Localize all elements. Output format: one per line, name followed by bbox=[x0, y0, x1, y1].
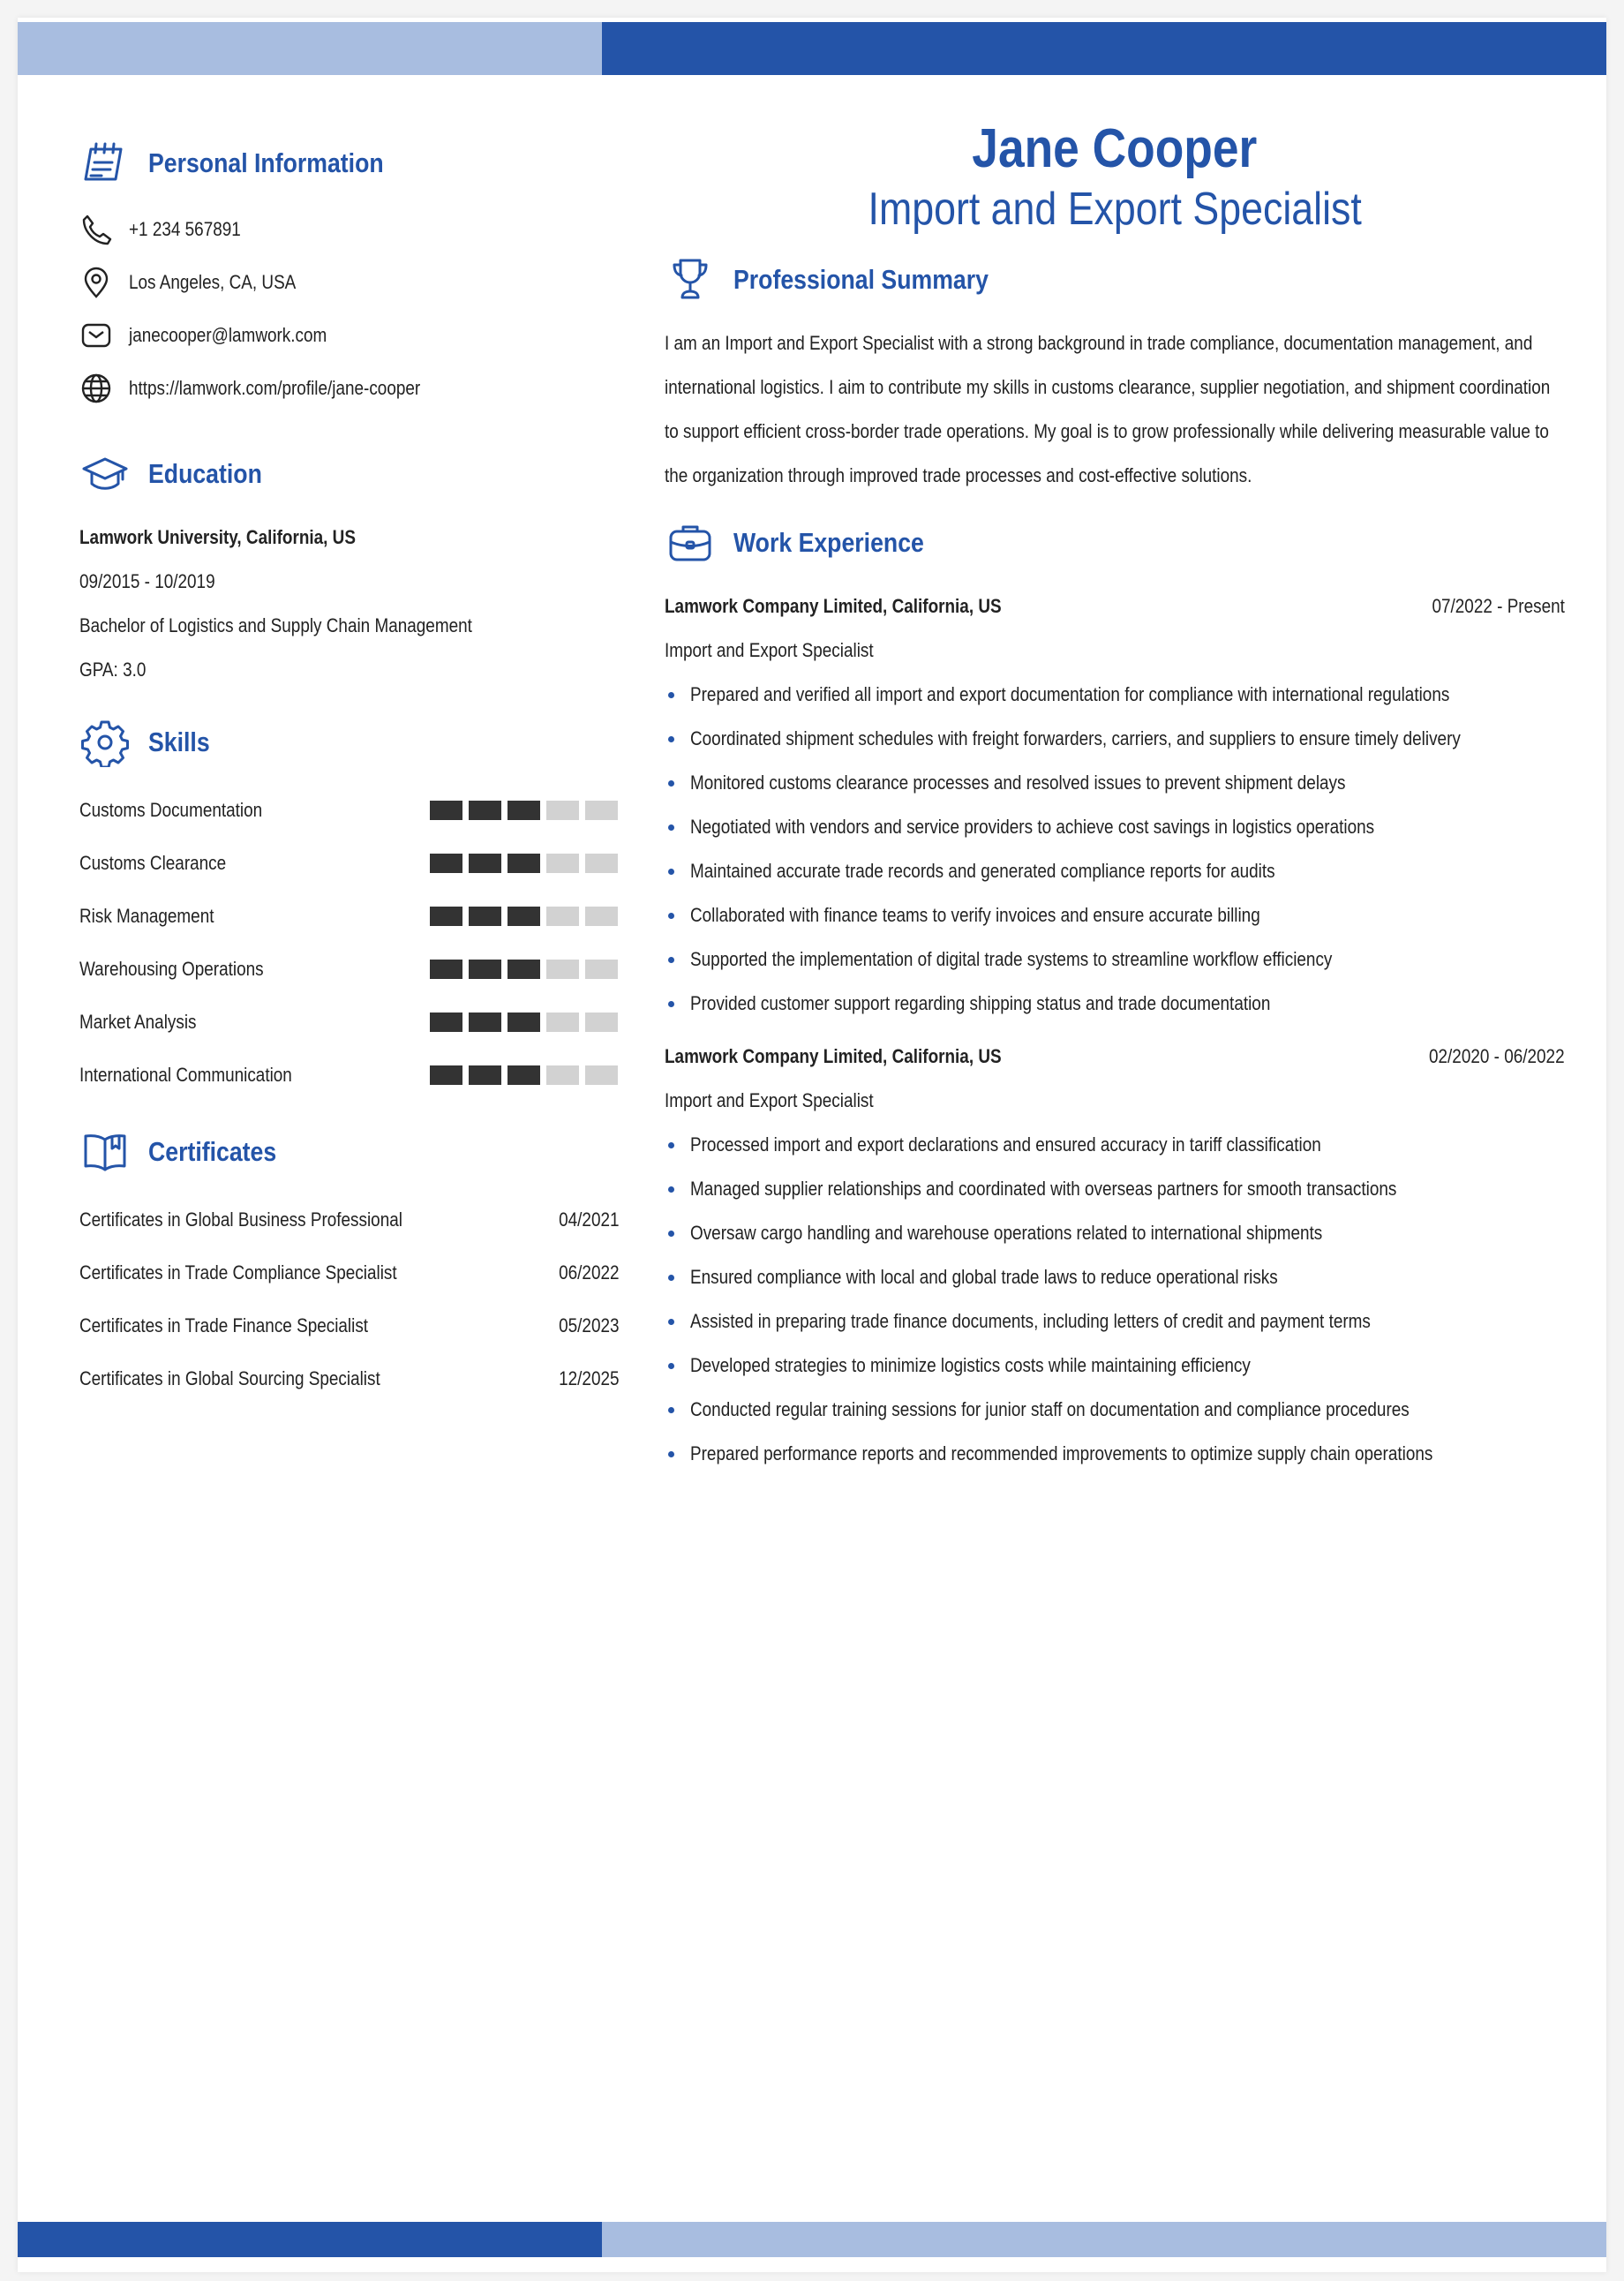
list-item: Conducted regular training sessions for junior staff on documentation and compliance procedures bbox=[665, 1388, 1565, 1432]
gear-icon bbox=[79, 717, 131, 768]
education-school: Lamwork University, California, US bbox=[79, 526, 356, 548]
job-dates: 02/2020 - 06/2022 bbox=[1429, 1045, 1565, 1067]
job-dates: 07/2022 - Present bbox=[1432, 595, 1565, 617]
skill-level-segment bbox=[508, 907, 540, 926]
skill-level-segment bbox=[546, 801, 579, 820]
left-column bbox=[79, 132, 620, 1405]
skill-level-segment bbox=[508, 960, 540, 979]
contact-phone bbox=[79, 203, 620, 256]
skill-level-bars bbox=[430, 1013, 618, 1032]
location-pin-icon bbox=[79, 266, 113, 299]
skill-level-segment bbox=[430, 960, 462, 979]
experience-heading bbox=[665, 512, 1565, 574]
list-item: Oversaw cargo handling and warehouse operations related to international shipments bbox=[665, 1211, 1565, 1255]
email-text: janecooper@lamwork.com bbox=[129, 324, 327, 346]
list-item: Collaborated with finance teams to verify invoices and ensure accurate billing bbox=[665, 893, 1565, 937]
skill-row bbox=[79, 837, 620, 890]
education-heading bbox=[79, 443, 620, 505]
certificate-date: 04/2021 bbox=[559, 1208, 620, 1231]
skill-level-segment bbox=[546, 854, 579, 873]
certificate-date: 12/2025 bbox=[559, 1367, 620, 1389]
skill-name: Customs Clearance bbox=[79, 852, 227, 874]
skills-list bbox=[79, 784, 620, 1102]
skill-name: Market Analysis bbox=[79, 1011, 197, 1033]
skill-level-segment bbox=[430, 1013, 462, 1032]
list-item: Supported the implementation of digital trade systems to streamline workflow efficiency bbox=[665, 937, 1565, 982]
top-band-light bbox=[18, 22, 602, 75]
skill-name: International Communication bbox=[79, 1064, 292, 1086]
education-gpa: GPA: 3.0 bbox=[79, 659, 147, 681]
list-item: Prepared performance reports and recommended improvements to optimize supply chain operations bbox=[665, 1432, 1565, 1476]
skill-level-bars bbox=[430, 801, 618, 820]
list-item: Negotiated with vendors and service providers to achieve cost savings in logistics operations bbox=[665, 805, 1565, 849]
list-item: Monitored customs clearance processes and resolved issues to prevent shipment delays bbox=[665, 761, 1565, 805]
personal-info-heading bbox=[79, 132, 620, 194]
job-header bbox=[665, 1035, 1565, 1079]
graduation-cap-icon bbox=[79, 448, 131, 500]
skill-level-segment bbox=[546, 1065, 579, 1085]
skill-level-segment bbox=[508, 1065, 540, 1085]
list-item: Prepared and verified all import and export documentation for compliance with international regulations bbox=[665, 673, 1565, 717]
contact-email bbox=[79, 309, 620, 362]
certificate-name: Certificates in Trade Compliance Specialist bbox=[79, 1261, 397, 1284]
location-text: Los Angeles, CA, USA bbox=[129, 271, 297, 293]
section-title: Professional Summary bbox=[733, 264, 989, 295]
skill-level-segment bbox=[585, 854, 618, 873]
skill-name: Customs Documentation bbox=[79, 799, 263, 821]
education-degree: Bachelor of Logistics and Supply Chain Management bbox=[79, 614, 472, 636]
skills-heading bbox=[79, 711, 620, 773]
summary-heading bbox=[665, 249, 1565, 311]
trophy-icon bbox=[665, 254, 716, 305]
skill-row bbox=[79, 1049, 620, 1102]
contact-website bbox=[79, 362, 620, 415]
list-item: Provided customer support regarding shipping status and trade documentation bbox=[665, 982, 1565, 1026]
skill-row bbox=[79, 890, 620, 943]
summary-text: I am an Import and Export Specialist with a strong background in trade compliance, documentation management, and international logistics. I aim to contribute my skills in customs clearance, supplier negotiation, and shipment coordination to support efficient cross-border trade operations. My goal is to grow professionally while delivering measurable value to the organization through improved trade processes and cost-effective solutions. bbox=[665, 332, 1551, 486]
skill-level-segment bbox=[585, 1013, 618, 1032]
skill-level-segment bbox=[469, 1013, 501, 1032]
job-header bbox=[665, 584, 1565, 629]
bottom-band-light bbox=[602, 2222, 1606, 2257]
skill-level-bars bbox=[430, 854, 618, 873]
certificate-row bbox=[79, 1246, 620, 1299]
skill-level-segment bbox=[469, 801, 501, 820]
top-band-dark bbox=[602, 22, 1606, 75]
full-name: Jane Cooper bbox=[972, 118, 1258, 179]
briefcase-icon bbox=[665, 517, 716, 568]
certificate-name: Certificates in Global Business Professional bbox=[79, 1208, 402, 1231]
resume-page bbox=[18, 18, 1606, 2272]
skill-level-segment bbox=[469, 854, 501, 873]
certificate-date: 05/2023 bbox=[559, 1314, 620, 1336]
certificates-heading bbox=[79, 1121, 620, 1183]
skill-level-segment bbox=[546, 1013, 579, 1032]
section-title: Work Experience bbox=[733, 527, 924, 558]
job-entry bbox=[665, 1035, 1565, 1476]
right-column bbox=[665, 117, 1565, 1476]
skill-level-segment bbox=[508, 1013, 540, 1032]
skill-level-segment bbox=[469, 960, 501, 979]
contact-location bbox=[79, 256, 620, 309]
skill-level-segment bbox=[546, 907, 579, 926]
skill-level-segment bbox=[585, 960, 618, 979]
globe-icon bbox=[79, 372, 113, 405]
website-text: https://lamwork.com/profile/jane-cooper bbox=[129, 377, 421, 399]
name-block bbox=[665, 117, 1565, 237]
job-entry bbox=[665, 584, 1565, 1026]
section-title: Education bbox=[148, 458, 262, 489]
list-item: Ensured compliance with local and global trade laws to reduce operational risks bbox=[665, 1255, 1565, 1299]
skill-row bbox=[79, 996, 620, 1049]
section-title: Certificates bbox=[148, 1136, 277, 1167]
list-item: Assisted in preparing trade finance documents, including letters of credit and payment terms bbox=[665, 1299, 1565, 1344]
certificate-name: Certificates in Trade Finance Specialist bbox=[79, 1314, 369, 1336]
section-title: Personal Information bbox=[148, 147, 384, 178]
job-role: Import and Export Specialist bbox=[665, 639, 874, 661]
job-title: Import and Export Specialist bbox=[868, 184, 1362, 235]
skill-level-segment bbox=[469, 1065, 501, 1085]
skill-level-segment bbox=[430, 907, 462, 926]
mail-icon bbox=[79, 319, 113, 352]
skill-level-segment bbox=[430, 854, 462, 873]
skill-level-segment bbox=[585, 907, 618, 926]
skill-level-segment bbox=[430, 1065, 462, 1085]
list-item: Managed supplier relationships and coordinated with overseas partners for smooth transactions bbox=[665, 1167, 1565, 1211]
education-dates: 09/2015 - 10/2019 bbox=[79, 570, 215, 592]
open-book-icon bbox=[79, 1126, 131, 1178]
job-role: Import and Export Specialist bbox=[665, 1089, 874, 1111]
phone-icon bbox=[79, 213, 113, 246]
job-company: Lamwork Company Limited, California, US bbox=[665, 1045, 1002, 1067]
skill-row bbox=[79, 943, 620, 996]
certificate-name: Certificates in Global Sourcing Specialist bbox=[79, 1367, 380, 1389]
job-bullets bbox=[665, 673, 1565, 1026]
skill-level-segment bbox=[585, 1065, 618, 1085]
skill-level-bars bbox=[430, 907, 618, 926]
skill-level-segment bbox=[508, 801, 540, 820]
phone-text: +1 234 567891 bbox=[129, 218, 241, 240]
job-bullets bbox=[665, 1123, 1565, 1476]
skill-level-segment bbox=[585, 801, 618, 820]
list-item: Coordinated shipment schedules with freight forwarders, carriers, and suppliers to ensure timely delivery bbox=[665, 717, 1565, 761]
certificate-row bbox=[79, 1352, 620, 1405]
skill-level-segment bbox=[469, 907, 501, 926]
skill-level-bars bbox=[430, 960, 618, 979]
skill-name: Warehousing Operations bbox=[79, 958, 264, 980]
skill-row bbox=[79, 784, 620, 837]
certificate-row bbox=[79, 1193, 620, 1246]
list-item: Developed strategies to minimize logistics costs while maintaining efficiency bbox=[665, 1344, 1565, 1388]
list-item: Processed import and export declarations and ensured accuracy in tariff classification bbox=[665, 1123, 1565, 1167]
certificate-date: 06/2022 bbox=[559, 1261, 620, 1284]
skill-level-segment bbox=[430, 801, 462, 820]
skill-level-segment bbox=[546, 960, 579, 979]
skill-name: Risk Management bbox=[79, 905, 214, 927]
job-company: Lamwork Company Limited, California, US bbox=[665, 595, 1002, 617]
bottom-band-dark bbox=[18, 2222, 602, 2257]
list-item: Maintained accurate trade records and generated compliance reports for audits bbox=[665, 849, 1565, 893]
section-title: Skills bbox=[148, 726, 210, 757]
calendar-note-icon bbox=[79, 138, 131, 189]
certificate-row bbox=[79, 1299, 620, 1352]
skill-level-segment bbox=[508, 854, 540, 873]
skill-level-bars bbox=[430, 1065, 618, 1085]
